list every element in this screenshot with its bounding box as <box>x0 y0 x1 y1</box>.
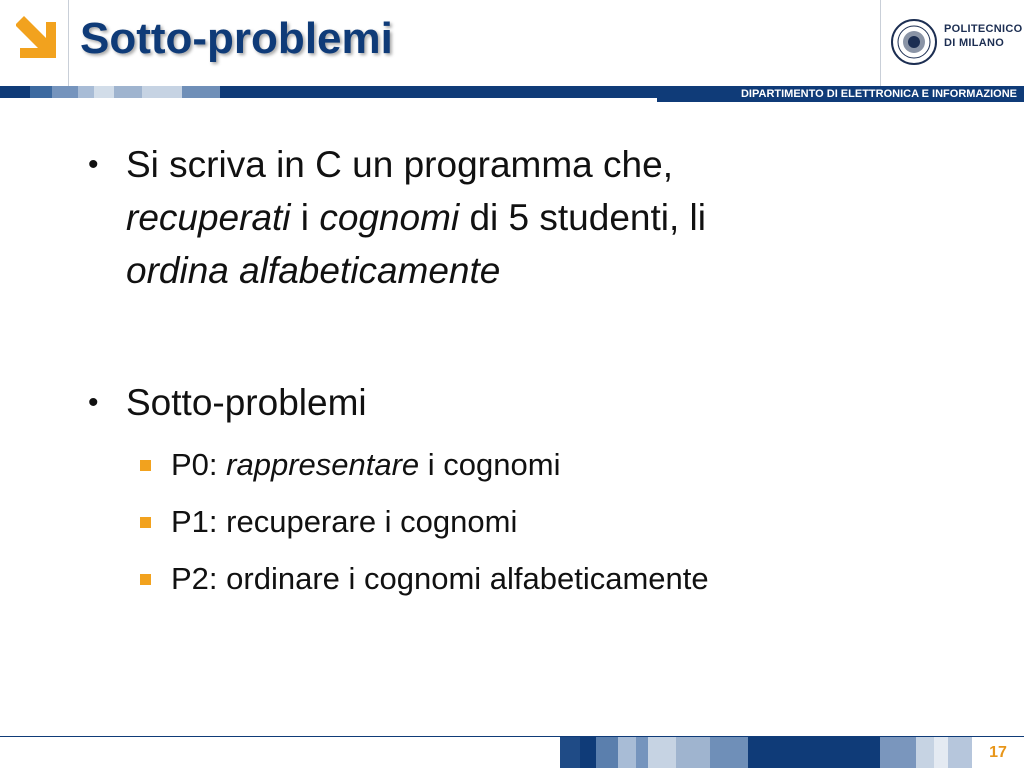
emph-cognomi: cognomi <box>319 197 460 238</box>
bottom-stripe-band <box>560 737 1024 768</box>
bullet-2-label: Sotto-problemi <box>126 382 367 423</box>
p0-rest: i cognomi <box>419 447 561 482</box>
politecnico-seal-icon <box>890 18 938 71</box>
sub-bullet-p1-text: P1: recuperare i cognomi <box>171 504 518 539</box>
text-studenti: di 5 studenti, li <box>459 197 706 238</box>
square-bullet-icon <box>140 574 151 585</box>
bullet-dot: • <box>88 386 99 419</box>
square-bullet-icon <box>140 517 151 528</box>
bullet-1-line-1: Si scriva in C un programma che, <box>126 144 673 185</box>
text-i: i <box>290 197 320 238</box>
logo-line1: POLITECNICO <box>944 23 1023 35</box>
square-bullet-icon <box>140 460 151 471</box>
p0-prefix: P0: <box>171 447 227 482</box>
header-divider-right <box>880 0 881 86</box>
page-title: Sotto-problemi <box>80 14 393 63</box>
emph-ordina: ordina alfabeticamente <box>126 250 501 291</box>
arrow-down-right-icon <box>10 14 58 70</box>
emph-recuperati: recuperati <box>126 197 291 238</box>
department-bar: DIPARTIMENTO DI ELETTRONICA E INFORMAZIONE <box>657 86 1024 102</box>
sub-bullet-p2-text: P2: ordinare i cognomi alfabeticamente <box>171 561 709 596</box>
logo-line2: DI MILANO <box>944 37 1005 49</box>
bullet-1-line-2 <box>126 191 706 244</box>
arrow-logo <box>0 0 68 86</box>
institution-name <box>944 22 1022 50</box>
p0-emph: rappresentare <box>226 447 420 482</box>
bullet-1-line-3 <box>126 244 500 297</box>
bullet-dot: • <box>88 148 99 181</box>
sub-bullet-p0-text <box>171 445 560 485</box>
header-divider-left <box>68 0 69 86</box>
page-number: 17 <box>972 737 1024 768</box>
